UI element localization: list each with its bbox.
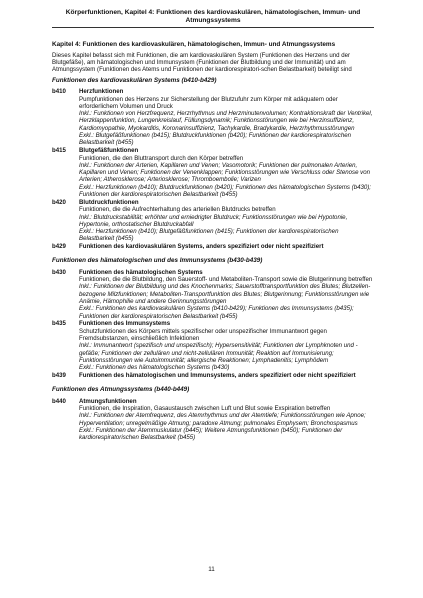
classification-entry [52,147,374,198]
entry-exclusions: Exkl.: Blutgefäßfunktionen (b415); Blutdruckfunktionen (b420); Funktionen der kardiorespiratorischen Belastbarkeit (b455) [79,132,351,147]
classification-entry [52,243,374,250]
classification-entry [52,320,374,371]
entry-inclusions: Inkl.: Funktionen von Herzfrequenz, Herzrhythmus und Herzminutenvolumen; Kontraktionskraft der Ventrikel, Herzklappenfunktion, Lungenkreislauf, Füllungsdynamik; Funktionsstörungen wie bei Herzinsuffizienz, Kardiomyopathie, Myokarditis, Koronarinsuffizienz, Tachykardie, Bradykardie, Herzrhythmusstörungen [79,110,373,132]
entry-code: b435 [52,320,66,328]
entry-code: b430 [52,268,66,276]
classification-entry [52,199,374,243]
entry-title: Blutgefäßfunktionen [79,147,139,155]
entry-exclusions: Exkl.: Funktionen des kardiovaskulären Systems (b410-b429); Funktionen des Immunsystems (b435); Funktionen der kardiorespiratorischen Belastbarkeit (b455) [79,305,354,320]
entry-description: Funktionen, die den Bluttransport durch den Körper betreffen [79,154,244,162]
entry-body [79,398,374,442]
entry-body [79,372,374,379]
entry-exclusions: Exkl.: Funktionen der Atemmuskulatur (b445); Weitere Atmungsfunktionen (b450); Funktionen der kardiorespiratorischen Belastbarkeit (b455) [79,426,343,442]
entry-inclusions: Inkl.: Immunantwort (spezifisch und unspezifisch); Hypersensitivität; Funktionen der Lymphknoten und -gefäße; Funktionen der zellulären und nicht-zellulären Immunität; Reaktion auf Immunisierung; Funktionsstörungen wie Autoimmunität; allergische Reaktionen; Lymphadenitis; Lymphödem [79,342,358,364]
chapter-title: Kapitel 4: Funktionen des kardiovaskulären, hämatologischen, Immun- und Atmungssystems [52,41,336,48]
page-content [52,41,374,442]
entry-body [79,243,374,250]
entry-inclusions: Inkl.: Funktionen der Blutbildung und des Knochenmarks; Sauerstofftransportfunktion des Blutes; Blutzellen-bezogene Milzfunktionen; Metaboliten-Transportfunktion des Blutes; Blutgerinnung; Funktionsstörungen wie Anämie, Hämophilie und andere Gerinnungsstörungen [79,283,371,305]
entry-code: b440 [52,397,66,405]
entry-title: Funktionen des hämatologischen Systems [79,268,203,276]
entry-title: Atmungsfunktionen [79,397,137,405]
entry-description: Funktionen, die Inspiration, Gasaustausch zwischen Luft und Blut sowie Exspiration betreffen [79,404,331,412]
entry-inclusions: Inkl.: Funktionen der Arterien, Kapillaren und Venen; Vasomotorik; Funktionen der pulmonalen Arterien, Kapillaren und Venen; Funktionen der Venenklappen; Funktionsstörungen wie Verschluss oder Stenose von Arterien; Atherosklerose; Arteriosklerose; Thromboembolie; Varizen [79,161,370,184]
entry-title: Funktionen des kardiovaskulären Systems, anders spezifiziert oder nicht spezifiziert [79,243,324,251]
classification-entry [52,372,374,379]
entry-title: Funktionen des hämatologischen und Immunsystems, anders spezifiziert oder nicht spezifiziert [79,372,356,380]
chapter-intro: Dieses Kapitel befasst sich mit Funktionen, die am kardiovaskulären System (Funktionen des Herzens und der Blutgefäße), am hämatologischen und Immunsystem (Funktionen der Blutbildung und der Immunität) und am Atmungssystem (Funktionen des Atems und Funktionen der kardiorespiratori-schen Belastbarkeit) beteiligt sind [52,51,352,74]
classification-entry [52,398,374,442]
entry-title: Funktionen des Immunsystems [79,320,171,328]
entry-inclusions: Inkl.: Blutdruckstabilität; erhöhter und erniedrigter Blutdruck; Funktionsstörungen wie bei Hypotonie, Hypertonie, orthostatischer Blutdruckabfall [79,213,348,228]
page-number: 11 [208,566,215,573]
section-list [52,77,374,442]
entry-exclusions: Exkl.: Herzfunktionen (b410); Blutgefäßfunktionen (b415); Funktionen der kardiorespiratorischen Belastbarkeit (b455) [79,228,339,243]
entry-exclusions: Exkl.: Funktionen des hämatologischen Systems (b430) [79,364,230,372]
section-heading: Funktionen des Atmungssystems (b440-b449) [52,386,190,394]
classification-entry [52,88,374,146]
entry-description: Schutzfunktionen des Körpers mittels spezifischer oder unspezifischer Immunantwort gegen Fremdsubstanzen, einschließlich Infektionen [79,327,327,343]
entry-exclusions: Exkl.: Herzfunktionen (b410); Blutdruckfunktionen (b420); Funktionen des hämatologischen Systems (b430); Funktionen der kardiorespiratorischen Belastbarkeit (b455) [79,183,371,199]
entry-body [79,269,374,320]
entry-description: Funktionen, die die Blutbildung, den Sauerstoff- und Metaboliten-Transport sowie die Blutgerinnung betreffen [79,276,373,284]
running-header-line-1: Körperfunktionen, Kapitel 4: Funktionen des kardiovaskulären, hämatologischen, Immun- und [65,9,361,16]
entry-code: b410 [52,88,66,96]
entry-body [79,88,374,146]
entry-code: b415 [52,147,66,155]
entry-description: Funktionen, die die Aufrechterhaltung des arteriellen Blutdrucks betreffen [79,206,276,214]
section-spacer [52,380,374,385]
running-header-line-2: Atmungssystems [185,17,241,24]
section-heading: Funktionen des kardiovaskulären Systems (b410-b429) [52,76,217,84]
entry-title: Blutdruckfunktionen [79,198,139,206]
entry-body [79,147,374,198]
entry-body [79,199,374,243]
entry-code: b420 [52,198,66,206]
entry-code: b429 [52,243,66,251]
entry-description: Pumpfunktionen des Herzens zur Sicherstellung der Blutzufuhr zum Körper mit adäquatem oder erforderlichem Volumen und Druck [79,95,338,110]
entry-body [79,320,374,371]
entry-code: b439 [52,372,66,380]
entry-inclusions: Inkl.: Funktionen der Atemfrequenz, des Atemrhythmus und der Atemtiefe; Funktionsstörungen wie Apnoe; Hyperventilation; unregelmäßige Atmung; paradoxe Atmung; pulmonales Emphysem; Bronchospasmus [79,412,366,427]
classification-entry [52,269,374,320]
running-header [52,9,374,25]
entry-title: Herzfunktionen [79,88,124,96]
section-spacer [52,251,374,256]
header-rule [52,27,374,28]
section-heading: Funktionen des hämatologischen und des Immunsystems (b430-b439) [52,257,263,265]
